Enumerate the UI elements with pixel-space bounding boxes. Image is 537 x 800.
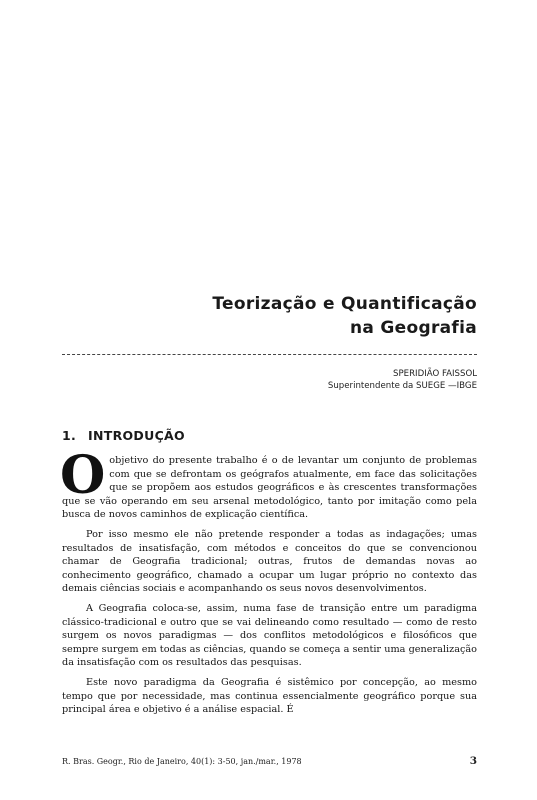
paragraph-2: Por isso mesmo ele não pretende responder a todas as indagações; umas resultados de insatisfação, com métodos e conceitos do que se convencionou chamar de Geografia tradicional; outras, frutos de demandas novas ao conhecimento geográfico, chamado a ocupar um lugar próprio no contexto das demais ciências sociais e acompanhando os seus novos desenvolvimentos.: [62, 528, 477, 595]
section-title: INTRODUÇÃO: [88, 428, 185, 443]
author-name: SPERIDIÃO FAISSOL: [393, 369, 477, 379]
page-footer: [62, 757, 477, 766]
author-block: [328, 368, 477, 392]
journal-citation: R. Bras. Geogr., Rio de Janeiro, 40(1): 3-50, jan./mar., 1978: [62, 757, 302, 766]
section-heading: [62, 428, 185, 443]
title-line-1: Teorização e Quantificação: [212, 294, 477, 314]
paragraph-4: Este novo paradigma da Geografia é sistêmico por concepção, ao mesmo tempo que por necessidade, mas continua essencialmente geográfico porque sua principal área e objetivo é a análise espacial. É: [62, 676, 477, 716]
paragraph-1: [60, 445, 477, 522]
title-divider: [62, 354, 477, 355]
article-title: [212, 292, 477, 340]
title-line-2: na Geografia: [350, 318, 477, 338]
drop-cap: O: [60, 445, 106, 506]
article-body: [60, 445, 477, 723]
author-affiliation: Superintendente da SUEGE —IBGE: [327, 381, 477, 391]
section-number: 1.: [62, 428, 77, 443]
paragraph-1-text: objetivo do presente trabalho é o de levantar um conjunto de problemas com que se defrontam os geógrafos atualmente, em face das solicitações que se propõem aos estudos geográficos e às crescentes transformações que se vão operando em seu arsenal metodológico, tanto por imitação como pela busca de novos caminhos de explicação científica.: [62, 455, 477, 521]
page-number: 3: [469, 755, 477, 767]
paragraph-3: A Geografia coloca-se, assim, numa fase de transição entre um paradigma clássico-tradicional e outro que se vai delineando como resultado — como de resto surgem os novos paradigmas — dos conflitos metodológicos e filosóficos que sempre surgem em todas as ciências, quando se começa a sentir uma generalização da insatisfação com os resultados das pesquisas.: [62, 602, 477, 669]
